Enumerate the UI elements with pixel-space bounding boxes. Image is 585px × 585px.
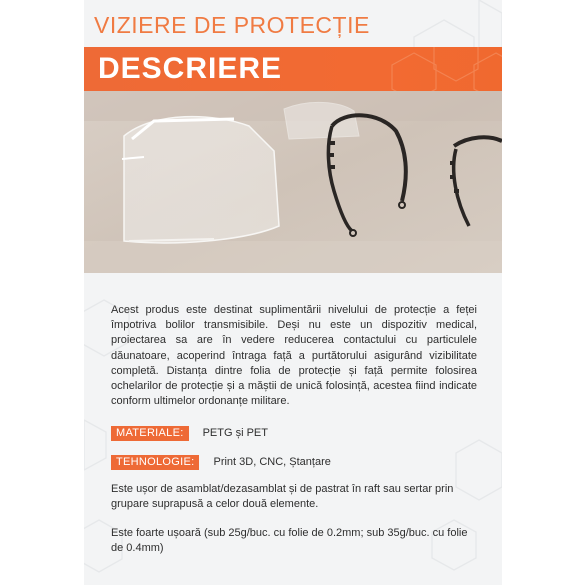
product-card	[84, 0, 502, 585]
spec-materials	[111, 424, 268, 442]
section-banner	[84, 47, 502, 91]
technology-label: TEHNOLOGIE:	[111, 455, 199, 470]
product-photo	[84, 91, 502, 273]
weight-paragraph: Este foarte ușoară (sub 25g/buc. cu folie de 0.2mm; sub 35g/buc. cu folie de 0.4mm)	[111, 527, 468, 555]
banner-label: DESCRIERE	[98, 52, 283, 85]
materials-label: MATERIALE:	[111, 426, 189, 441]
spec-technology	[111, 453, 331, 471]
technology-value: Print 3D, CNC, Ștanțare	[213, 456, 331, 468]
materials-value: PETG și PET	[202, 427, 268, 439]
page-title: VIZIERE DE PROTECȚIE	[94, 12, 370, 38]
product-description: Acest produs este destinat suplimentării nivelului de protecție a feței împotriva bolilor transmisibile. Deși nu este un dispozitiv medical, proiectarea sa are în vedere reducerea contactului cu particulele dăunatoare, acoperind întraga față a purtătorului asigurând vizibilitate completă. Distanța dintre folia de protecție și față permite folosirea ochelarilor de protecție și a măștii de unică folosință, acestea fiind indicate conform ultimelor ordonanțe militare.	[111, 304, 477, 408]
assembly-paragraph: Este ușor de asamblat/dezasamblat și de pastrat în raft sau sertar prin grupare suprapusă a celor două elemente.	[111, 483, 454, 511]
